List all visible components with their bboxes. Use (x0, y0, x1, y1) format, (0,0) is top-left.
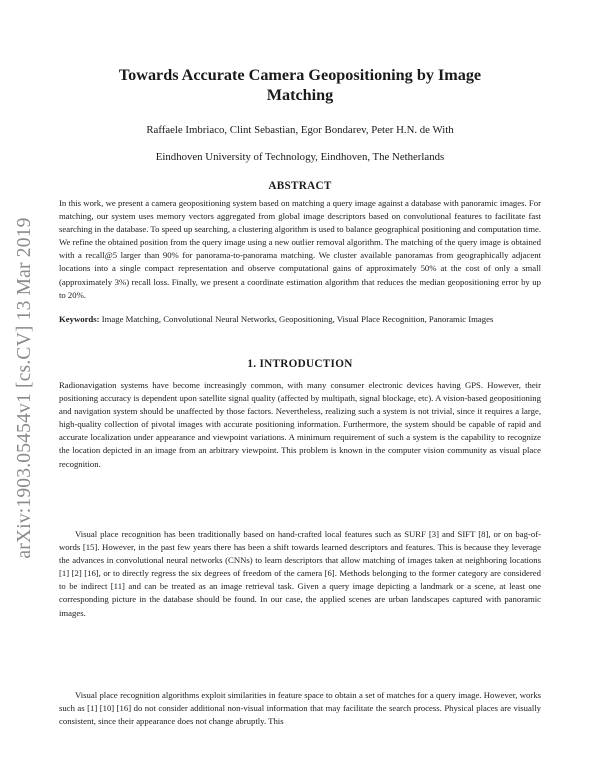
abstract-heading: ABSTRACT (268, 180, 332, 192)
section-heading-introduction: 1. INTRODUCTION (247, 358, 353, 370)
intro-paragraph-2: Visual place recognition has been traditionally based on hand-crafted local features such as SURF [3] and SIFT [8], or on bag-of-words [15]. However, in the past few years there has been a shift towards learned descriptors and features. This is because they leverage the advances in convolutional neural networks (CNNs) to learn descriptors that allow matching of images taken at neighboring locations [1] [2] [16], or to directly regress the six degrees of freedom of the camera [6]. Methods belonging to the former category are considered to be indirect [11] and can be treated as an image retrieval task. Given a query image depicting a landmark or a scene, at least one corresponding picture in the database should be found. In our case, the applied scenes are urban landscapes captured with panoramic images. (59, 529, 541, 618)
arxiv-identifier-stamp: arXiv:1903.05454v1 [cs.CV] 13 Mar 2019 (14, 217, 35, 559)
abstract-text: In this work, we present a camera geopositioning system based on matching a query image against a database with panoramic images. For matching, our system uses memory vectors aggregated from global image descriptors based on convolutional features to facilitate fast searching in the database. To speed up searching, a clustering algorithm is used to balance geographical positioning and computation time. We refine the obtained position from the query image using a new outlier removal algorithm. The matching of the query image is obtained with a recall@5 larger than 90% for panorama-to-panorama matching. We cluster available panoramas from geographically adjacent locations into a single compact representation and observe computational gains of approximately 50% at the cost of only a small (approximately 3%) recall loss. Finally, we present a coordinate estimation algorithm that reduces the median geopositioning error by up to 20%. (59, 198, 541, 300)
keywords-label: Keywords: (59, 314, 100, 324)
keywords-block (59, 313, 541, 326)
keywords-text: Image Matching, Convolutional Neural Networks, Geopositioning, Visual Place Recognition, Panoramic Images (101, 314, 494, 324)
intro-paragraph-1: Radionavigation systems have become increasingly common, with many consumer electronic devices having GPS. However, their positioning accuracy is dependent upon satellite signal quality (affected by multipath, signal blockage, etc). A vision-based geopositioning and navigation system should be unaffected by those factors. Nevertheless, realizing such a system is not trivial, since it requires a large, high-quality collection of pivotal images with accurate positioning information. Furthermore, the system should be capable of rapid and accurate localization under appearance and viewpoint variations. A minimum requirement of such a system is the capability to recognize the location depicted in an image from an arbitrary viewpoint. This problem is known in the computer vision community as visual place recognition. (59, 380, 541, 469)
paper-affiliation: Eindhoven University of Technology, Eindhoven, The Netherlands (155, 151, 445, 163)
paper-authors: Raffaele Imbriaco, Clint Sebastian, Egor Bondarev, Peter H.N. de With (146, 124, 454, 136)
paper-title: Towards Accurate Camera Geopositioning by Image Matching (118, 66, 482, 104)
intro-paragraph-3: Visual place recognition algorithms exploit similarities in feature space to obtain a set of matches for a query image. However, works such as [1] [10] [16] do not consider additional non-visual information that may facilitate the search process. Physical places are visually consistent, since their appearance does not change abruptly. This (59, 690, 541, 727)
